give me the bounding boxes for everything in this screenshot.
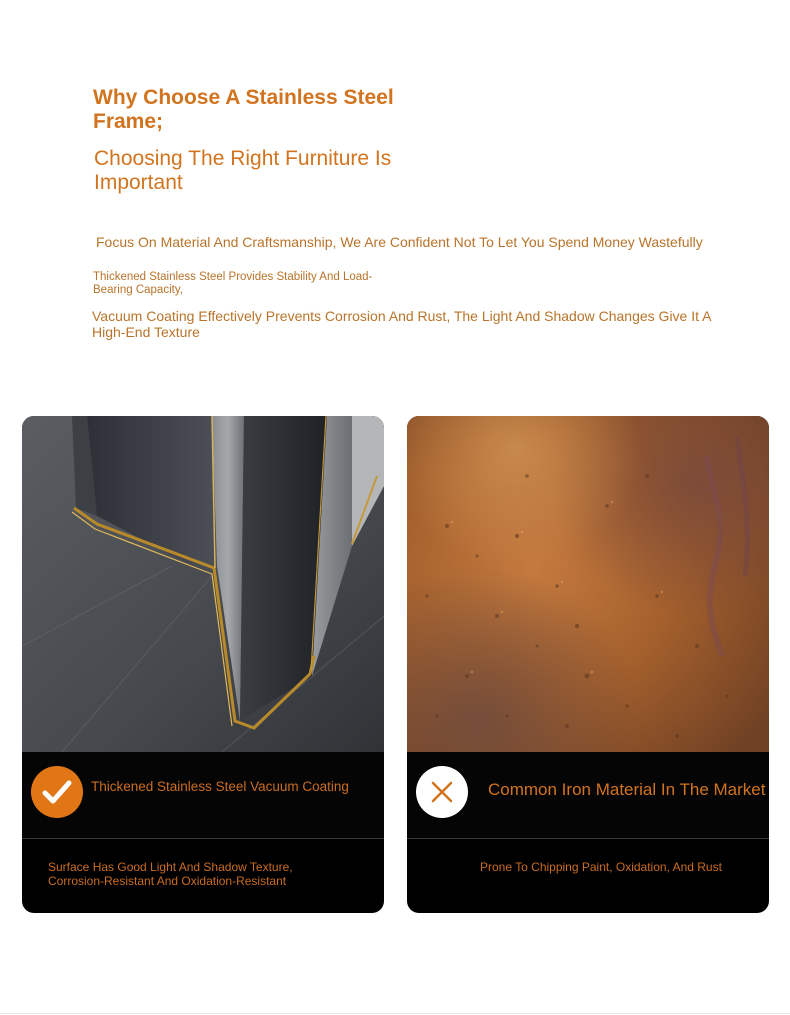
- check-badge: [31, 766, 83, 818]
- rusted-iron-photo: [407, 416, 769, 752]
- stainless-steel-photo: [22, 416, 384, 752]
- feature-point-coating: Vacuum Coating Effectively Prevents Corrosion And Rust, The Light And Shadow Changes Give It A High-End Texture: [92, 308, 711, 340]
- iron-description: Prone To Chipping Paint, Oxidation, And Rust: [480, 860, 722, 874]
- stainless-steel-description: Surface Has Good Light And Shadow Texture, Corrosion-Resistant And Oxidation-Resistant: [48, 860, 293, 888]
- stainless-steel-card: [22, 416, 384, 913]
- iron-title: Common Iron Material In The Market: [488, 780, 766, 799]
- feature-point-stability: Thickened Stainless Steel Provides Stability And Load-Bearing Capacity,: [93, 271, 373, 296]
- check-icon: [31, 766, 83, 818]
- iron-card: [407, 416, 769, 913]
- page-title: Why Choose A Stainless Steel Frame;: [93, 86, 394, 133]
- x-badge: [416, 766, 468, 818]
- tagline: Focus On Material And Craftsmanship, We Are Confident Not To Let You Spend Money Wastefully: [96, 234, 703, 250]
- page-subtitle: Choosing The Right Furniture Is Important: [94, 147, 392, 194]
- iron-title-band: [407, 752, 769, 838]
- divider: [407, 838, 769, 839]
- x-icon: [416, 766, 468, 818]
- stainless-steel-title-band: [22, 752, 384, 838]
- divider: [22, 838, 384, 839]
- bottom-divider: [0, 1013, 790, 1014]
- stainless-steel-title: Thickened Stainless Steel Vacuum Coating: [91, 779, 349, 794]
